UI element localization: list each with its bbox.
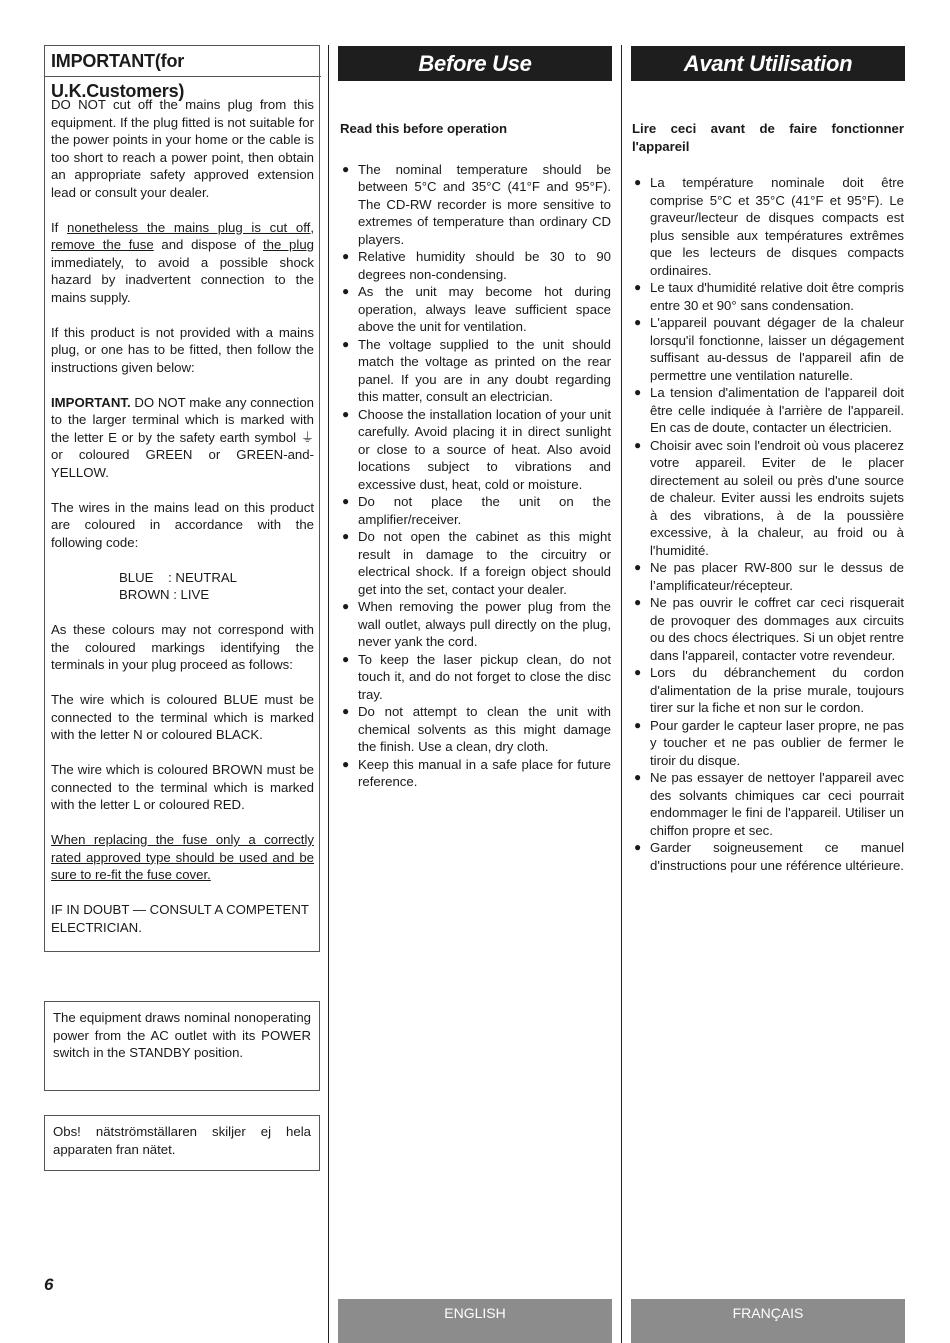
uk-important-title: IMPORTANT(for U.K.Customers) <box>45 46 321 77</box>
uk-paragraph: DO NOT cut off the mains plug from this equipment. If the plug fitted is not suitable for the power points in your home or the cable is too short to reach a power point, then obtain an appropriate safety approved extension lead or consult your dealer. <box>51 97 314 200</box>
list-item-text: Ne pas ouvrir le coffret car ceci risquerait de provoquer des dommages aux circuits ou des chocs électriques. Si un objet rentre dans l'appareil, contacter votre revendeur. <box>650 595 904 663</box>
earth-symbol-icon: ⏚ <box>300 429 314 445</box>
list-item <box>632 717 904 770</box>
list-item-text: La tension d'alimentation de l'appareil doit être celle indiquée à l'arrière de l'appareil. En cas de doute, contacter un électricien. <box>650 385 904 435</box>
list-item <box>632 559 904 594</box>
uk-paragraph-replace-fuse: When replacing the fuse only a correctly rated approved type should be used and be sure to re-fit the fuse cover. <box>51 832 314 882</box>
text-run: If <box>51 219 68 235</box>
uk-important-body <box>51 96 314 954</box>
english-footer-tab: ENGLISH <box>338 1299 612 1343</box>
english-list <box>340 161 611 791</box>
bullet-icon: ● <box>634 665 642 679</box>
column-divider-right <box>621 45 622 1343</box>
underlined-text: the plug <box>263 237 314 252</box>
list-item-text: Pour garder le capteur laser propre, ne pas y toucher et ne pas oublier de fermer le tiroir du disque. <box>650 717 904 768</box>
column-divider-left <box>328 45 329 1343</box>
swedish-notice-text: Obs! nätströmställaren skiljer ej hela apparaten fran nätet. <box>53 1124 311 1157</box>
uk-paragraph: If this product is not provided with a mains plug, or one has to be fitted, then follow the instructions given below: <box>51 324 314 375</box>
list-item-text: Relative humidity should be 30 to 90 degrees non-condensing. <box>358 249 611 282</box>
text-run: DO NOT make any connection to the larger terminal which is marked with the letter E or by the safety earth symbol <box>51 394 314 445</box>
bullet-icon: ● <box>342 406 350 421</box>
list-item <box>340 528 611 598</box>
uk-paragraph: As these colours may not correspond with the coloured markings identifying the terminals in your plug proceed as follows: <box>51 622 314 672</box>
french-list <box>632 174 904 874</box>
english-heading: Before Use <box>338 46 612 81</box>
list-item-text: The voltage supplied to the unit should match the voltage as printed on the rear panel. If you are in any doubt regarding this matter, consult an electrician. <box>358 336 611 404</box>
french-column <box>632 120 904 874</box>
list-item <box>340 756 611 791</box>
bullet-icon: ● <box>342 529 350 543</box>
bullet-icon: ● <box>634 385 642 399</box>
english-column <box>340 120 611 791</box>
bullet-icon: ● <box>342 494 350 508</box>
list-item <box>340 336 611 406</box>
list-item <box>340 248 611 283</box>
list-item <box>632 594 904 664</box>
list-item-text: Choose the installation location of your unit carefully. Avoid placing it in direct sunlight or close to a source of heat. Also avoid locations subject to vibrations and excessive dust, heat, cold or moisture. <box>358 406 611 492</box>
list-item <box>632 769 904 839</box>
french-footer-tab: FRANÇAIS <box>631 1299 905 1343</box>
list-item-text: The nominal temperature should be between 5°C and 35°C (41°F and 95°F). The CD-RW recorder is more sensitive to extremes of temperature than ordinary CD players. <box>358 161 611 247</box>
bullet-icon: ● <box>634 770 642 784</box>
list-item <box>632 664 904 717</box>
list-item <box>340 598 611 651</box>
bullet-icon: ● <box>342 249 350 263</box>
list-item-text: Do not place the unit on the amplifier/receiver. <box>358 494 611 527</box>
list-item-text: Lors du débranchement du cordon d'alimentation de la prise murale, toujours tirer sur la fiche et non sur le cordon. <box>650 665 904 715</box>
list-item-text: Keep this manual in a safe place for future reference. <box>358 756 611 789</box>
list-item-text: Do not attempt to clean the unit with chemical solvents as this might damage the finish. Use a clean, dry cloth. <box>358 704 611 754</box>
list-item <box>632 437 904 560</box>
uk-important-box <box>44 45 320 952</box>
list-item <box>340 161 611 249</box>
bullet-icon: ● <box>342 756 350 771</box>
bullet-icon: ● <box>634 175 642 189</box>
bullet-icon: ● <box>634 315 642 329</box>
list-item-text: Choisir avec soin l'endroit où vous placerez votre appareil. Eviter de le placer directement au soleil ou près d'une source de chaleur. Eviter aussi les endroits sujets à des vibrations, à de la poussière excessive, à la chaleur, au froid ou à l'humidité. <box>650 437 904 558</box>
text-run: immediately, to avoid a possible shock hazard by inadvertent connection to the mains supply. <box>51 254 314 305</box>
bullet-icon: ● <box>342 336 350 351</box>
standby-notice-box <box>44 1001 320 1091</box>
uk-paragraph: The wires in the mains lead on this product are coloured in accordance with the following code: <box>51 499 314 550</box>
list-item-text: To keep the laser pickup clean, do not touch it, and do not forget to close the disc tray. <box>358 651 611 702</box>
bullet-icon: ● <box>342 599 350 613</box>
french-heading: Avant Utilisation <box>631 46 905 81</box>
english-lead: Read this before operation <box>340 121 508 136</box>
bullet-icon: ● <box>342 284 350 298</box>
french-lead: Lire ceci avant de faire fonctionner l'appareil <box>632 121 904 154</box>
list-item <box>340 283 611 336</box>
bullet-icon: ● <box>634 437 642 452</box>
uk-paragraph: The wire which is coloured BLUE must be connected to the terminal which is marked with the letter N or coloured BLACK. <box>51 692 314 742</box>
bullet-icon: ● <box>634 280 642 294</box>
bullet-icon: ● <box>634 840 642 854</box>
wire-color-code <box>51 569 314 604</box>
text-run: or coloured GREEN or GREEN-and-YELLOW. <box>51 447 314 480</box>
list-item-text: Ne pas placer RW-800 sur le dessus de l’amplificateur/récepteur. <box>650 560 904 593</box>
list-item <box>632 279 904 314</box>
bullet-icon: ● <box>634 560 642 574</box>
list-item-text: Le taux d'humidité relative doit être compris entre 30 et 90° sans condensation. <box>650 280 904 313</box>
list-item <box>632 174 904 279</box>
underlined-text: nonetheless the mains plug is cut off, remove the fuse <box>51 219 314 252</box>
code-blue: BLUE : NEUTRAL <box>119 569 237 585</box>
list-item-text: La température nominale doit être comprise 5°C et 35°C (41°F et 95°F). Le graveur/lecteur de disques compacts est plus sensible aux températures extrêmes que les lecteurs de disques compacts ordinaires. <box>650 175 904 278</box>
standby-notice-text: The equipment draws nominal nonoperating power from the AC outlet with its POWER switch in the STANDBY position. <box>53 1010 311 1060</box>
bullet-icon: ● <box>634 717 642 732</box>
swedish-notice-box <box>44 1115 320 1171</box>
list-item-text: As the unit may become hot during operation, always leave sufficient space above the unit for ventilation. <box>358 284 611 334</box>
bullet-icon: ● <box>342 161 350 176</box>
important-label: IMPORTANT. <box>51 394 131 410</box>
list-item-text: Garder soigneusement ce manuel d'instructions pour une référence ultérieure. <box>650 840 904 873</box>
text-run: and dispose of <box>153 237 263 252</box>
uk-paragraph-fuse <box>51 219 314 307</box>
uk-paragraph-doubt: IF IN DOUBT — CONSULT A COMPETENT ELECTRICIAN. <box>51 902 309 935</box>
list-item <box>340 651 611 704</box>
list-item <box>632 839 904 874</box>
list-item <box>340 703 611 756</box>
uk-paragraph: The wire which is coloured BROWN must be connected to the terminal which is marked with the letter L or coloured RED. <box>51 762 314 812</box>
list-item-text: Do not open the cabinet as this might result in damage to the circuitry or electrical shock. If a foreign object should get into the set, contact your dealer. <box>358 529 611 597</box>
list-item-text: When removing the power plug from the wall outlet, always pull directly on the plug, never yank the cord. <box>358 599 611 649</box>
list-item <box>632 384 904 437</box>
list-item <box>340 493 611 528</box>
bullet-icon: ● <box>342 704 350 718</box>
bullet-icon: ● <box>342 651 350 666</box>
uk-paragraph-important <box>51 394 314 482</box>
code-brown: BROWN : LIVE <box>119 587 210 602</box>
list-item <box>340 406 611 494</box>
page-number: 6 <box>44 1275 54 1294</box>
list-item-text: Ne pas essayer de nettoyer l'appareil avec des solvants chimiques car ceci pourrait endommager le fini de l'appareil. Utiliser un chiffon propre et sec. <box>650 770 904 838</box>
bullet-icon: ● <box>634 595 642 609</box>
list-item-text: L'appareil pouvant dégager de la chaleur lorsqu'il fonctionne, laisser un dégagement suffisant au-dessus de l'appareil afin de permettre une ventilation naturelle. <box>650 315 904 383</box>
list-item <box>632 314 904 384</box>
